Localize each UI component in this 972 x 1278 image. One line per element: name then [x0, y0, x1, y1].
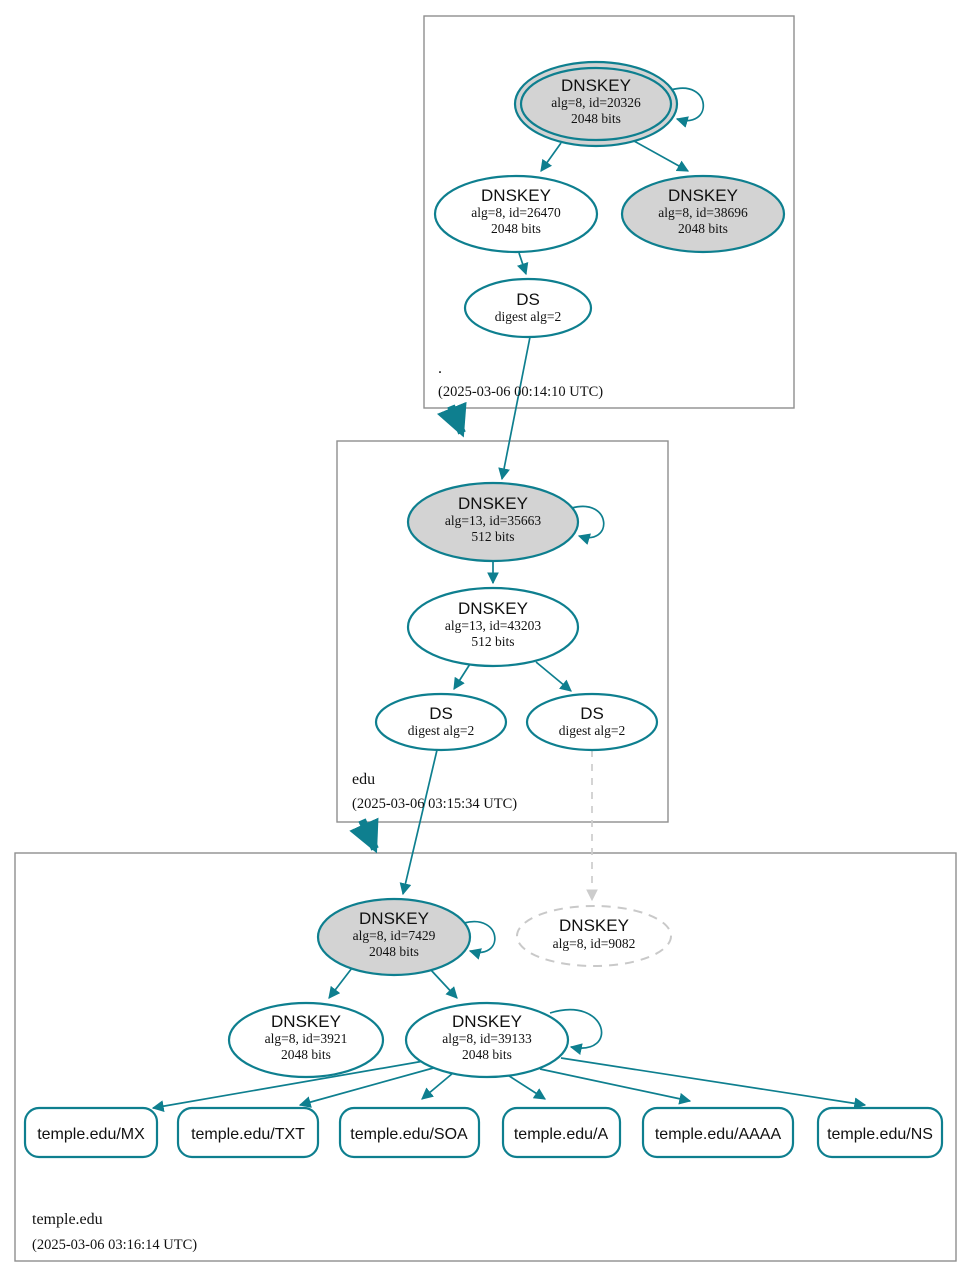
zone-timestamp-root: (2025-03-06 00:14:10 UTC) [438, 384, 604, 400]
rrset-label: temple.edu/AAAA [654, 1126, 782, 1143]
ds-node-edu-2 [527, 694, 657, 750]
zone-timestamp-edu: (2025-03-06 03:15:34 UTC) [352, 796, 518, 812]
dnskey-node-43203 [408, 588, 578, 666]
ds-detail: digest alg=2 [407, 723, 475, 738]
ds-detail: digest alg=2 [558, 723, 626, 738]
dnskey-node-20326-ksk [515, 62, 677, 146]
dnskey-title: DNSKEY [668, 186, 738, 205]
rrset-node-temple-edu-txt [178, 1108, 318, 1157]
edge-7429-to-39133 [430, 969, 457, 998]
ds-detail: digest alg=2 [494, 309, 562, 324]
edge-39133-to-ns [561, 1058, 865, 1105]
dnskey-node-39133 [406, 1003, 568, 1077]
edge-43203-to-ds1 [454, 664, 470, 689]
edge-root-delegation-to-edu [451, 406, 462, 433]
zone-timestamp-temple-edu: (2025-03-06 03:16:14 UTC) [32, 1237, 198, 1253]
dnskey-bits: 512 bits [471, 529, 515, 544]
dnskey-detail: alg=8, id=3921 [264, 1031, 348, 1046]
ds-node-edu-1 [376, 694, 506, 750]
dnskey-node-35663-ksk [408, 483, 578, 561]
edge-26470-to-ds [519, 253, 526, 274]
dnskey-node-3921 [229, 1003, 383, 1077]
ds-title: DS [580, 704, 604, 723]
edge-20326-to-26470 [541, 143, 561, 171]
dnskey-detail: alg=8, id=38696 [658, 205, 748, 220]
edge-39133-to-a [506, 1074, 545, 1099]
dnskey-node-26470 [435, 176, 597, 252]
rrset-node-temple-edu-soa [340, 1108, 479, 1157]
edge-39133-to-soa [422, 1073, 453, 1099]
rrset-label: temple.edu/NS [827, 1126, 933, 1143]
rrset-node-temple-edu-aaaa [643, 1108, 793, 1157]
rrset-node-temple-edu-ns [818, 1108, 942, 1157]
dnskey-bits: 2048 bits [369, 944, 419, 959]
edge-20326-to-38696 [634, 141, 688, 171]
dnskey-node-7429-ksk [318, 899, 470, 975]
dnskey-bits: 2048 bits [571, 111, 621, 126]
rrset-label: temple.edu/TXT [191, 1126, 305, 1143]
zone-label-edu: edu [352, 771, 376, 788]
rrset-label: temple.edu/SOA [350, 1126, 468, 1143]
dnskey-bits: 512 bits [471, 634, 515, 649]
dnskey-detail: alg=8, id=26470 [471, 205, 561, 220]
dnskey-bits: 2048 bits [678, 221, 728, 236]
dnskey-detail: alg=13, id=35663 [444, 513, 542, 528]
dnskey-title: DNSKEY [559, 916, 629, 935]
edge-43203-to-ds2 [536, 662, 571, 691]
dnskey-detail: alg=13, id=43203 [444, 618, 542, 633]
edge-edu-delegation-to-temple [362, 820, 375, 849]
ds-title: DS [429, 704, 453, 723]
dnskey-detail: alg=8, id=7429 [352, 928, 436, 943]
dnskey-bits: 2048 bits [281, 1047, 331, 1062]
dnskey-title: DNSKEY [561, 76, 631, 95]
zone-label-temple-edu: temple.edu [32, 1211, 103, 1228]
dnskey-title: DNSKEY [458, 494, 528, 513]
dnskey-node-9082-ghost [517, 906, 671, 966]
edge-7429-to-3921 [329, 968, 352, 998]
ds-title: DS [516, 290, 540, 309]
dnskey-bits: 2048 bits [462, 1047, 512, 1062]
dnskey-title: DNSKEY [452, 1012, 522, 1031]
rrset-node-temple-edu-mx [25, 1108, 157, 1157]
dnskey-detail: alg=8, id=39133 [442, 1031, 532, 1046]
dnskey-detail: alg=8, id=20326 [551, 95, 641, 110]
dnskey-bits: 2048 bits [491, 221, 541, 236]
dnskey-title: DNSKEY [458, 599, 528, 618]
dnskey-title: DNSKEY [359, 909, 429, 928]
rrset-node-temple-edu-a [503, 1108, 620, 1157]
zone-label-root: . [438, 360, 442, 377]
rrset-label: temple.edu/A [513, 1126, 609, 1143]
dnskey-title: DNSKEY [271, 1012, 341, 1031]
dnskey-detail: alg=8, id=9082 [552, 936, 636, 951]
dnskey-title: DNSKEY [481, 186, 551, 205]
ds-node-root [465, 279, 591, 337]
dnskey-node-38696 [622, 176, 784, 252]
rrset-label: temple.edu/MX [37, 1126, 145, 1143]
